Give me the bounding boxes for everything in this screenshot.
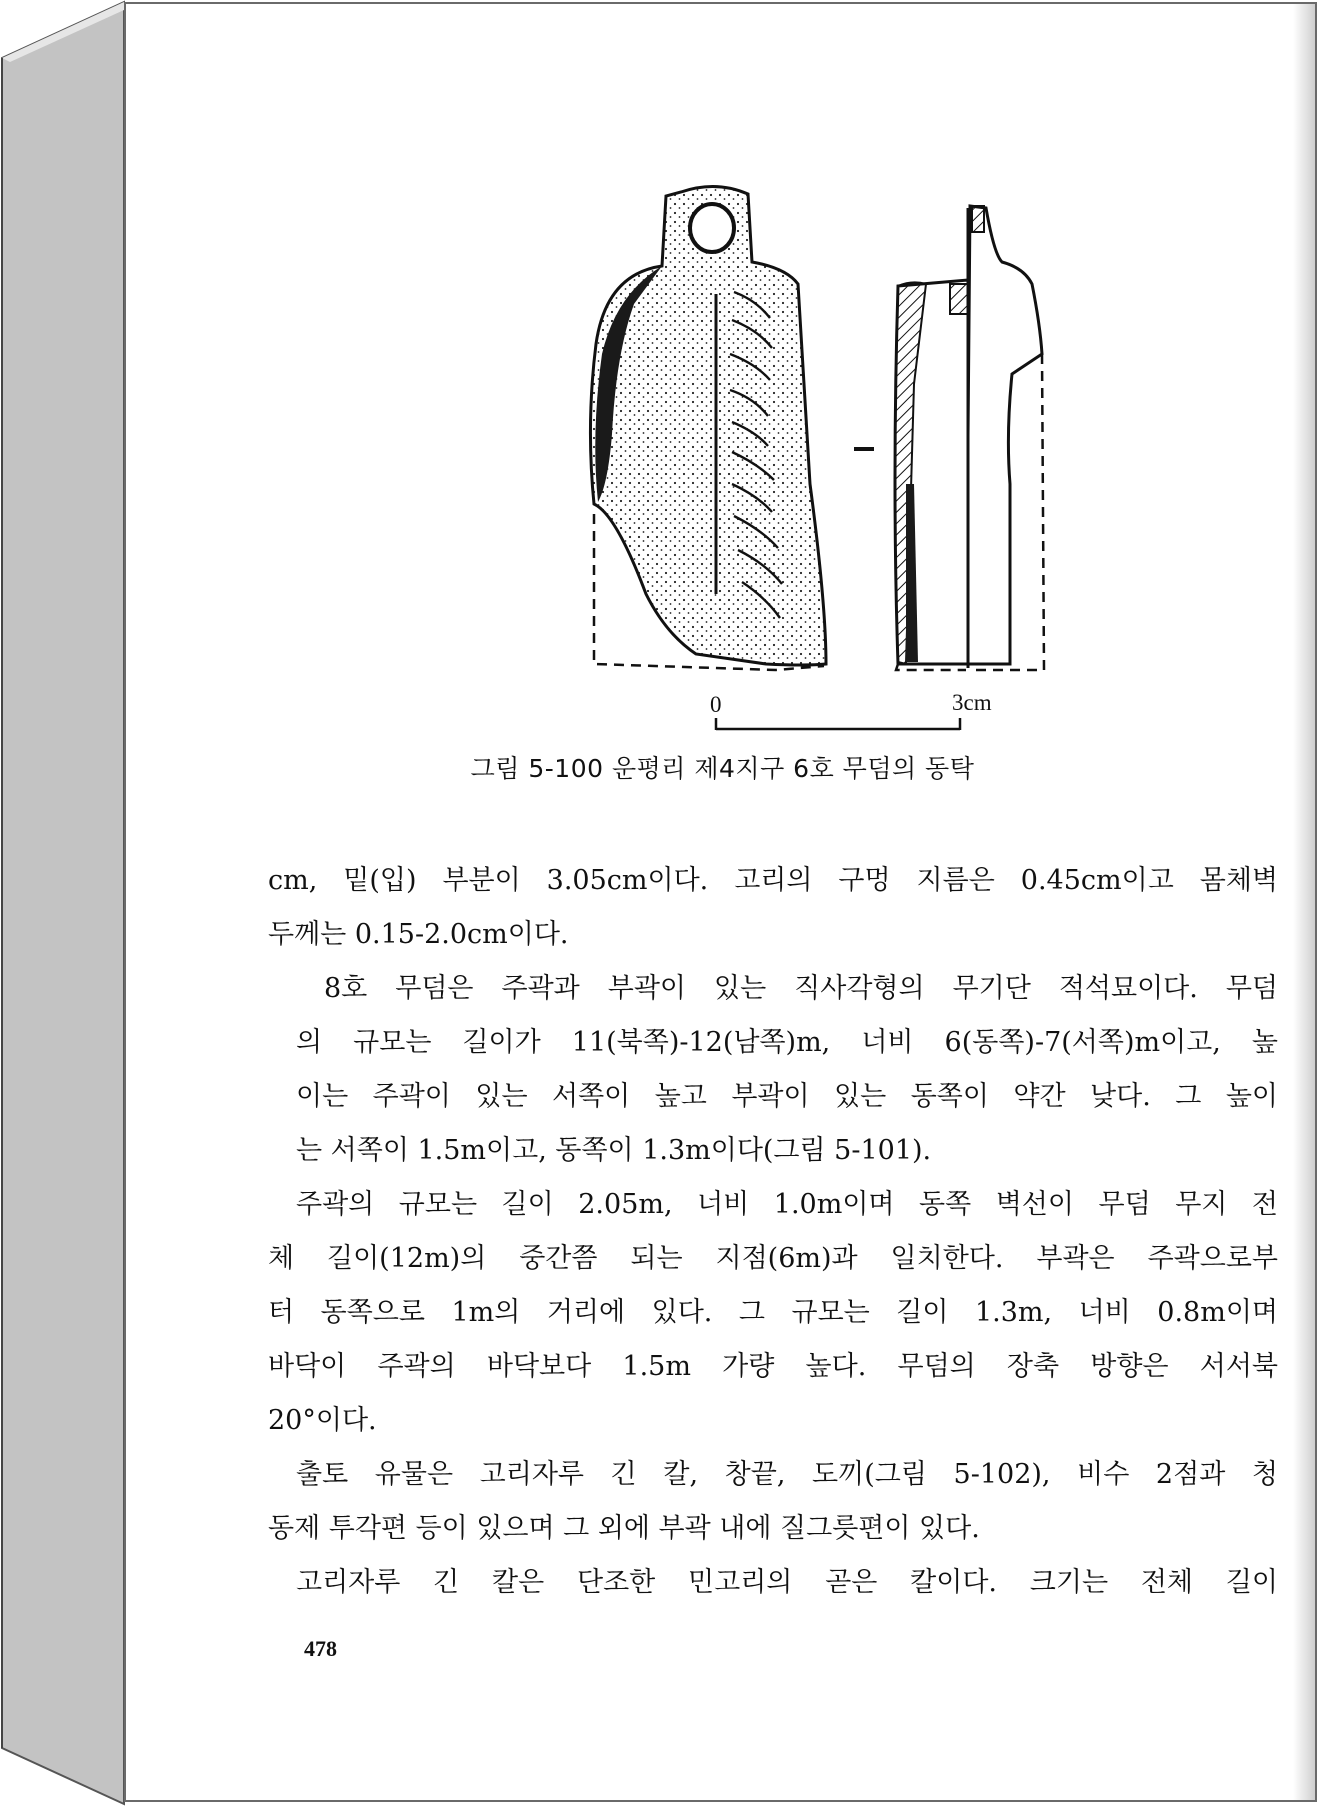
page-edge-shade: [1293, 4, 1315, 1800]
book-page: [124, 2, 1317, 1802]
scale-bar: [716, 718, 960, 730]
text-line: 의 규모는 길이가 11(북쪽)-12(남쪽)m, 너비 6(동쪽)-7(서쪽)m이고, 높: [296, 1027, 1278, 1058]
paragraph: [268, 962, 1278, 1178]
text-line: 체 길이(12m)의 중간쯤 되는 지점(6m)과 일치한다. 부곽은 주곽으로부: [268, 1243, 1278, 1274]
paragraph: [268, 854, 1278, 962]
text-line: 주곽의 규모는 길이 2.05m, 너비 1.0m이며 동쪽 벽선이 무덤 무지 전: [296, 1189, 1278, 1220]
paragraph: [268, 1556, 1278, 1610]
text-line: 동제 투각편 등이 있으며 그 외에 부곽 내에 질그릇편이 있다.: [268, 1513, 980, 1544]
book-spine: [0, 0, 125, 1806]
text-line: 출토 유물은 고리자루 긴 칼, 창끝, 도끼(그림 5-102), 비수 2점과 청: [296, 1459, 1278, 1490]
body-text: [268, 854, 1278, 1610]
bell-front-view: [590, 186, 826, 670]
text-line: 20°이다.: [268, 1405, 377, 1436]
figure-caption: 그림 5-100 운평리 제4지구 6호 무덤의 동탁: [470, 754, 975, 783]
text-line: 바닥이 주곽의 바닥보다 1.5m 가량 높다. 무덤의 장축 방향은 서서북: [268, 1351, 1278, 1382]
scale-end-label: 3cm: [952, 690, 992, 715]
scale-start-label: 0: [710, 692, 722, 717]
text-line: 는 서쪽이 1.5m이고, 동쪽이 1.3m이다(그림 5-101).: [296, 1135, 932, 1166]
text-line: 8호 무덤은 주곽과 부곽이 있는 직사각형의 무기단 적석묘이다. 무덤: [324, 973, 1278, 1004]
paragraph: [268, 1178, 1278, 1448]
text-line: 고리자루 긴 칼은 단조한 민고리의 곧은 칼이다. 크기는 전체 길이: [296, 1567, 1278, 1598]
figure-bronze-bell: [466, 184, 1106, 804]
bell-side-section: [895, 206, 1044, 670]
paragraph: [268, 1448, 1278, 1556]
text-line: cm, 밑(입) 부분이 3.05cm이다. 고리의 구멍 지름은 0.45cm이고 몸체벽: [268, 865, 1278, 896]
text-line: 두께는 0.15-2.0cm이다.: [268, 919, 569, 950]
text-line: 이는 주곽이 있는 서쪽이 높고 부곽이 있는 동쪽이 약간 낮다. 그 높이: [296, 1081, 1278, 1112]
bell-drawing: [466, 184, 1106, 804]
page-number: 478: [304, 1636, 337, 1661]
text-line: 터 동쪽으로 1m의 거리에 있다. 그 규모는 길이 1.3m, 너비 0.8m이며: [268, 1297, 1278, 1328]
